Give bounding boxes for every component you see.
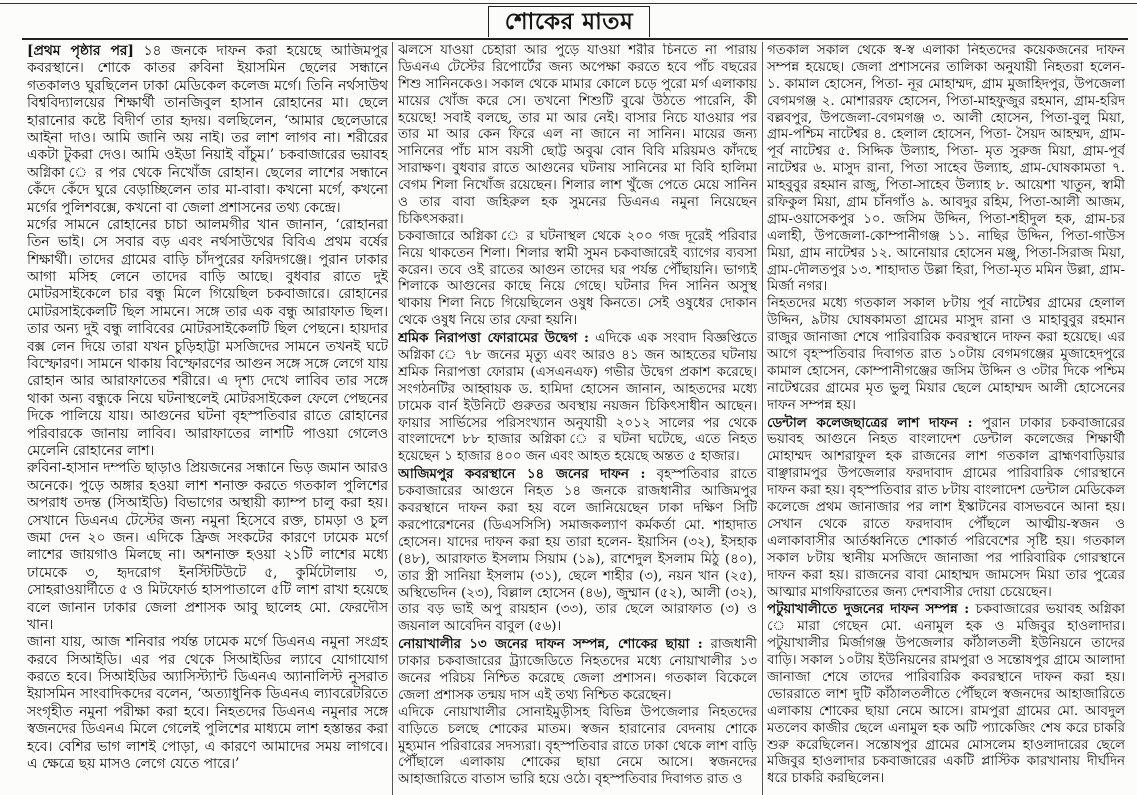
article-paragraph xyxy=(398,636,757,705)
paragraph-subheading: আজিমপুর কবরস্থানে ১৪ জনের দাফন : xyxy=(398,466,646,483)
article-paragraph xyxy=(767,296,1125,414)
paragraph-text: এদিকে এক সংবাদ বিজ্ঞপ্তিতে অগ্নিকা ে ৭৮ জনের মৃত্যু এবং আরও ৪১ জন আহতের ঘটনায় শ্রমিক নিরাপত্তা ফোরাম (এসএনএফ) গভীর উদ্বেগ প্রকাশ করেছে। সংগঠনটির আহ্বায়ক ড. হামিদা হোসেন জানান, আহতদের মধ্যে ঢামেক বার্ন ইউনিটে গুরুতর অবস্থায় নয়জন চিকিৎসাধীন আছেন। ফায়ার সার্ভিসের পরিসংখ্যান অনুযায়ী ২০১২ সালের পর থেকে বাংলাদেশে ৮৮ হাজার অগ্নিকা ে র ঘটনা ঘটেছে, এতে নিহত হয়েছেন ১ হাজার ৪০০ জন এবং আহত হয়েছে অন্তত ৫ হাজার। xyxy=(398,331,757,465)
paragraph-subheading: পটুয়াখালীতে দুজনের দাফন সম্পন্ন : xyxy=(767,601,970,618)
paragraph-text: এদিকে নোয়াখালীর সোনাইমুড়ীসহ বিভিন্ন উপজেলার নিহতদের বাড়িতে চলছে শোকের মাতম। স্বজন হারানোর বেদনায় শোকে মুহ্যমান পরিবারের সদস্যরা। বৃহস্পতিবার রাতে ঢাকা থেকে লাশ বাড়ি পৌঁছালে এলাকায় শোকের ছায়া নেমে আসে। স্বজনদের আহাজারিতে বাতাস ভারি হয়ে ওঠে। বৃহস্পতিবার দিবাগত রাত ও xyxy=(398,704,757,788)
article-paragraph xyxy=(398,43,757,229)
article-paragraph xyxy=(398,330,757,466)
paragraph-text: জানা যায়, আজ শনিবার পর্যন্ত ঢামেক মর্গে ডিএনএ নমুনা সংগ্রহ করবে সিআইডি। এর পর থেকে সিআইডির ল্যাবে যোগাযোগ করতে হবে। সিআইডির অ্যাসিস্ট্যান্ট ডিএনএ অ্যানালিস্ট নুসরাত ইয়াসমিন সাংবাদিকদের বলেন, ‘অত্যাধুনিক ডিএনএ ল্যাবরেটরিতে সংগৃহীত নমুনা পরীক্ষা করা হবে। নিহতদের ডিএনএ নমুনার সঙ্গে স্বজনদের ডিএনএ মিলে গেলেই পুলিশের মাধ্যমে লাশ হস্তান্তর করা হবে। বেশির ভাগ লাশই পোড়া, এ কারণে আমাদের সময় লাগবে। এ ক্ষেত্রে ছয় মাসও লেগে যেতে পারে।’ xyxy=(27,634,388,773)
column-divider xyxy=(392,42,393,795)
paragraph-text: রুবিনা-হাসান দম্পতি ছাড়াও প্রিয়জনের সন্ধানে ভিড় জমান আরও অনেকে। পুড়ে অঙ্গার হওয়া লাশ শনাক্ত করতে গতকাল পুলিশের অপরাধ তদন্ত (সিআইডি) বিভাগের অস্থায়ী ক্যাম্প চালু করা হয়। সেখানে ডিএনএ টেস্টের জন্য নমুনা হিসেবে রক্ত, চামড়া ও চুল জমা দেন ২০ জন। এদিকে ফ্রিজ সংকটের কারণে ঢামেক মর্গে লাশের জায়গাও মিলছে না। অশনাক্ত হওয়া ২১টি লাশের মধ্যে ঢামেকে ৩, হৃদরোগ ইনস্টিটিউটে ৫, কুর্মিটোলায় ৩, সোহরাওয়ার্দীতে ৫ ও মিটফোর্ড হাসপাতালে ৫টি লাশ রাখা হয়েছে বলে জানান ঢাকার জেলা প্রশাসক আবু ছালেহ মো. ফেরদৌস খান। xyxy=(27,460,388,633)
article-paragraph xyxy=(767,43,1125,296)
paragraph-text: চকবাজারের ভয়াবহ অগ্নিকা ে মারা গেছেন মো. এনামুল হক ও মজিবুর হাওলাদার। পটুয়াখালীর মির্জাগঞ্জ উপজেলার কাঁঠালতলী ইউনিয়নে তাদের বাড়ি। সকাল ১০টায় ইউনিয়নের রামপুরা ও সন্তোষপুর গ্রামে আলাদা জানাজা শেষে তাদের পারিবারিক কবরস্থানে দাফন করা হয়। ভোররাতে লাশ দুটি কাঁঠালতলীতে পৌঁছলে স্বজনদের আহাজারিতে এলাকায় শোকের ছায়া নেমে আসে। রামপুরা গ্রামের মো. আবদুল মতলেব কাজীর ছেলে এনামুল হক অটি প্যাকেজিং শেষ করে চাকরি শুরু করেছিলেন। সন্তোষপুর গ্রামের মোসলেম হাওলাদারের ছেলে মজিবুর হাওলাদার চকবাজারের একটি প্লাস্টিক কারখানায় দীর্ঘদিন ধরে চাকরি করছিলেন। xyxy=(767,602,1125,787)
paragraph-text: রাজধানী ঢাকার চকবাজারের ট্র্যাজেডিতে নিহতদের মধ্যে নোয়াখালীর ১৩ জনের পরিচয় নিশ্চিত করেছে জেলা প্রশাসন। গতকাল বিকেলে জেলা প্রশাসক তন্ময় দাস এই তথ্য নিশ্চিত করেছেন। xyxy=(398,637,757,703)
article-column-3 xyxy=(767,43,1125,791)
article-paragraph xyxy=(767,415,1125,602)
article-paragraph xyxy=(27,634,388,773)
paragraph-text: গতকাল সকাল থেকে স্ব-স্ব এলাকা নিহতদের কয়েকজনের দাফন সম্পন্ন হয়েছে। জেলা প্রশাসনের তালিকা অনুযায়ী নিহতরা হলেন- ১. কামাল হোসেন, পিতা- নূর মোহাম্মদ, গ্রাম মুজাহিদপুর, উপজেলা বেগমগঞ্জ ২. মোশাররফ হোসেন, পিতা-মাহফুজুর রহমান, গ্রাম-হরিদ বল্লবপুর, উপজেলা-বেগমগঞ্জ ৩. আলী হোসেন, পিতা-বুলু মিয়া, গ্রাম-পশ্চিম নাটেশ্বর ৪. হেলাল হোসেন, পিতা- সৈয়দ আহম্মদ, গ্রাম-পূর্ব নাটেশ্বর ৫. সিদ্দিক উল্যাহ, পিতা- মৃত সুরুজ মিয়া, গ্রাম-পূর্ব নাটেশ্বর ৬. মাসুদ রানা, পিতা সাহেব উল্যাহ, গ্রাম-ঘোষকামতা ৭. মাহবুবুর রহমান রাজু, পিতা-সাহেব উল্যাহ ৮. আয়েশা খাতুন, স্বামী রফিকুল মিয়া, গ্রাম চাঁনগাঁও ৯. আবদুর রহিম, পিতা-আলী আজম, গ্রাম-ওয়াসেকপুর ১০. জসিম উদ্দিন, পিতা-শহীদুল হক, গ্রাম-চর এলাহী, উপজেলা-কোম্পানীগঞ্জ ১১. নাছির উদ্দিন, পিতা-গাউস মিয়া, গ্রাম নাটেশ্বর ১২. আনোয়ার হোসেন মঞ্জু, পিতা-সিরাজ মিয়া, গ্রাম-দৌলতপুর ১৩. শাহাদাত উল্লা হিরা, পিতা-মৃত মমিন উল্লা, গ্রাম-মির্জা নগর। xyxy=(767,43,1125,295)
article-column-1 xyxy=(27,43,388,791)
article-paragraph xyxy=(398,705,757,789)
column-divider xyxy=(762,42,763,795)
paragraph-text: ১৪ জনকে দাফন করা হয়েছে আজিমপুর কবরস্থানে। শোকে কাতর রুবিনা ইয়াসমিন ছেলের সন্ধানে গতকালও ঘুরছিলেন ঢাকা মেডিকেল কলেজ মর্গে। তিনি নর্থসাউথ বিশ্ববিদ্যালয়ের শিক্ষার্থী তানজিবুল হাসান রোহানের মা। ছেলে হারানোর কষ্টে বিদীর্ণ তার হৃদয়। বলছিলেন, ‘আমার ছেলেডারে আইনা দাও। আমি জানি অয় নাই। তর লাশ লাগব না। শরীরের একটা টুকরা দেও। আমি ওইডা নিয়াই বাঁচুম।’ চকবাজারের ভয়াবহ অগ্নিকা ে র পর থেকে নিখোঁজ রোহান। ছেলের লাশের সন্ধানে কেঁদে কেঁদে ঘুরে বেড়াচ্ছিলেন তার মা-বাবা। কখনো মর্গে, কখনো মর্গের পুলিশবক্সে, কখনো বা জেলা প্রশাসনের তথ্য কেন্দ্রে। xyxy=(27,43,388,216)
paragraph-text: ঝলসে যাওয়া চেহারা আর পুড়ে যাওয়া শরীর চিনতে না পারায় ডিএনএ টেস্টের রিপোর্টের জন্য অপেক্ষা করতে হবে পাঁচ বছরের শিশু সানিনকেও। সকাল থেকে মামার কোলে চড়ে পুরো মর্গ এলাকায় মায়ের খোঁজ করে সে। তখনো শিশুটি বুঝে উঠতে পারেনি, কী হয়েছে! সবাই বলছে, তার মা আর নেই। বাসার নিচে যাওয়ার পর তার মা আর কেন ফিরে এল না জানে না সানিন। মায়ের জন্য সানিনের পাঁচ মাস বয়সী ছোট্ট অবুঝ বোন বিবি মরিয়মও কাঁদছে সারাক্ষণ। বুধবার রাতে আগুনের ঘটনায় সানিনের মা বিবি হালিমা বেগম শিলা নিখোঁজ রয়েছেন। শিলার লাশ খুঁজে পেতে মেয়ে সানিন ও তার বাবা জহিরুল হক সুমনের ডিএনএ নমুনা নিয়েছেন চিকিৎসকরা। xyxy=(398,43,757,227)
article-paragraph xyxy=(27,43,388,217)
paragraph-subheading: [প্রথম পৃষ্ঠার পর] xyxy=(27,43,134,59)
paragraph-text: বৃহস্পতিবার রাতে চকবাজারের আগুনে নিহত ১৪ জনকে রাজধানীর আজিমপুর কবরস্থানে দাফন করা হয় বলে জানিয়েছেন ঢাকা দক্ষিণ সিটি করপোরেশনের (ডিএসসিসি) সমাজকল্যাণ কর্মকর্তা মো. শাহাদাত হোসেন। যাদের দাফন করা হয় তারা হলেন- ইয়াসিন (৩২), ইসহাক (৪৮), আরাফাত ইসলাম সিয়াম (১৯), রাশেদুল ইসলাম মিঠু (৪০), তার স্ত্রী সানিয়া ইসলাম (৩১), ছেলে শাহীর (৩), নয়ন খান (২৫), অস্থিভেদিন (২৩), বিল্লাল হোসেন (৪৬), জুম্মান (৫২), আলী (৩২), তার বড় ভাই অপু রায়হান (৩৩), তার ছেলে আরাফাত (৩) ও জয়নাল আবেদিন বাবুল (৫৬)। xyxy=(398,467,757,635)
paragraph-subheading: ডেন্টাল কলেজছাত্রের লাশ দাফন : xyxy=(767,414,973,431)
article-paragraph xyxy=(27,217,388,460)
paragraph-text: নিহতদের মধ্যে গতকাল সকাল ৮টায় পূর্ব নাটেশ্বর গ্রামের হেলাল উদ্দিন, ৯টায় ঘোষকামতা গ্রামের মাসুদ রানা ও মাহাবুবুর রহমান রাজুর জানাজা শেষে পারিবারিক কবরস্থানে দাফন করা হয়েছে। এর আগে বৃহস্পতিবার দিবাগত রাত ১০টায় বেগমগঞ্জের মুজাহেদপুরে কামাল হোসেন, কোম্পানীগঞ্জের জসিম উদ্দিন ও ৩টার দিকে পশ্চিম নাটেশ্বরের গ্রামের মৃত ভুলু মিয়ার ছেলে মোহাম্মদ আলী হোসেনের দাফন সম্পন্ন হয়। xyxy=(767,296,1125,413)
article-paragraph xyxy=(398,466,757,636)
paragraph-subheading: শ্রমিক নিরাপত্তা ফোরামের উদ্বেগ : xyxy=(398,330,589,347)
article-paragraph xyxy=(767,601,1125,788)
section-title-box xyxy=(488,6,650,37)
paragraph-text: পুরান ঢাকার চকবাজারের ভয়াবহ আগুনে নিহত বাংলাদেশ ডেন্টাল কলেজের শিক্ষার্থী মোহাম্মদ আশরাফুল হক রাজনের লাশ গতকাল ব্রাহ্মণবাড়িয়ার বাঞ্ছারামপুর উপজেলার ফরদাবাদ গ্রামের পারিবারিক গোরস্থানে দাফন করা হয়। বৃহস্পতিবার রাত ৮টায় বাংলাদেশ ডেন্টাল মেডিকেল কলেজে প্রথম জানাজার পর লাশ ইস্কাটনের বাসভবনে আনা হয়। সেখান থেকে রাতে ফরদাবাদ পৌঁছলে আত্মীয়-স্বজন ও এলাকাবাসীর আর্তধ্বনিতে শোকার্ত পরিবেশের সৃষ্টি হয়। গতকাল সকাল ৮টায় স্থানীয় মসজিদে জানাজা পর পারিবারিক গোরস্থানে দাফন করা হয়। রাজনের বাবা মোহাম্মদ জামসেদ মিয়া তার পুত্রের আত্মার মাগফিরাতের জন্য দেশবাসীর দোয়া চেয়েছেন। xyxy=(767,415,1125,600)
paragraph-text: মর্গের সামনে রোহানের চাচা আলমগীর খান জানান, ‘রোহানরা তিন ভাই। সে সবার বড় এবং নর্থসাউথের বিবিএ প্রথম বর্ষের শিক্ষার্থী। তাদের গ্রামের বাড়ি চাঁদপুরের ফরিদগঞ্জে। পুরান ঢাকার আগা মসিহ লেনে তাদের বাড়ি আছে। বুধবার রাতে দুই মোটরসাইকেলে চার বন্ধু মিলে গিয়েছিল চকবাজারে। রোহানের মোটরসাইকেলটি ছিল সামনে। সঙ্গে তার এক বন্ধু আরাফাত ছিল। তার অন্য দুই বন্ধু লাবিবের মোটরসাইকেলটি ছিল পেছনে। হায়দার বক্স লেন দিয়ে তারা যখন চুড়িহাট্টা মসজিদের সামনে তখনই ঘটে বিস্ফোরণ। সামনে থাকায় বিস্ফোরণের আগুন সঙ্গে সঙ্গে লেগে যায় রোহান আর আরাফাতের শরীরে। এ দৃশ্য দেখে লাবিব তার সঙ্গে থাকা অন্য বন্ধুকে নিয়ে ঘটনাস্থলেই মোটরসাইকেল ফেলে পেছনের দিকে পালিয়ে যায়। আগুনের ঘটনা বৃহস্পতিবার রাতে রোহানের পরিবারকে জানায় লাবিব। আরাফাতের লাশটি পাওয়া গেলেও মেলেনি রোহানের লাশ। xyxy=(27,216,388,459)
article-column-2 xyxy=(398,43,757,791)
paragraph-text: চকবাজারে অগ্নিকা ে র ঘটনাস্থল থেকে ২০০ গজ দূরেই পরিবার নিয়ে থাকতেন শিলা। শিলার স্বামী সুমন চকবাজারেই ব্যাগের ব্যবসা করেন। তবে ওই রাতের আগুন তাদের ঘর পর্যন্ত পৌঁছায়নি। ভাগ্যই শিলাকে আগুনের কাছে নিয়ে গেছে। ঘটনার দিন সানিন অসুস্থ থাকায় শিলা নিচে গিয়েছিলেন ওষুধ কিনতে। সেই ওষুধের দোকান থেকে ওষুধ নিয়ে তার ফেরা হয়নি। xyxy=(398,228,757,329)
section-title: শোকের মাতম xyxy=(504,8,634,35)
article-paragraph xyxy=(27,460,388,634)
paragraph-subheading: নোয়াখালীর ১৩ জনের দাফন সম্পন্ন, শোকের ছায়া : xyxy=(398,636,703,653)
article-paragraph xyxy=(398,229,757,330)
